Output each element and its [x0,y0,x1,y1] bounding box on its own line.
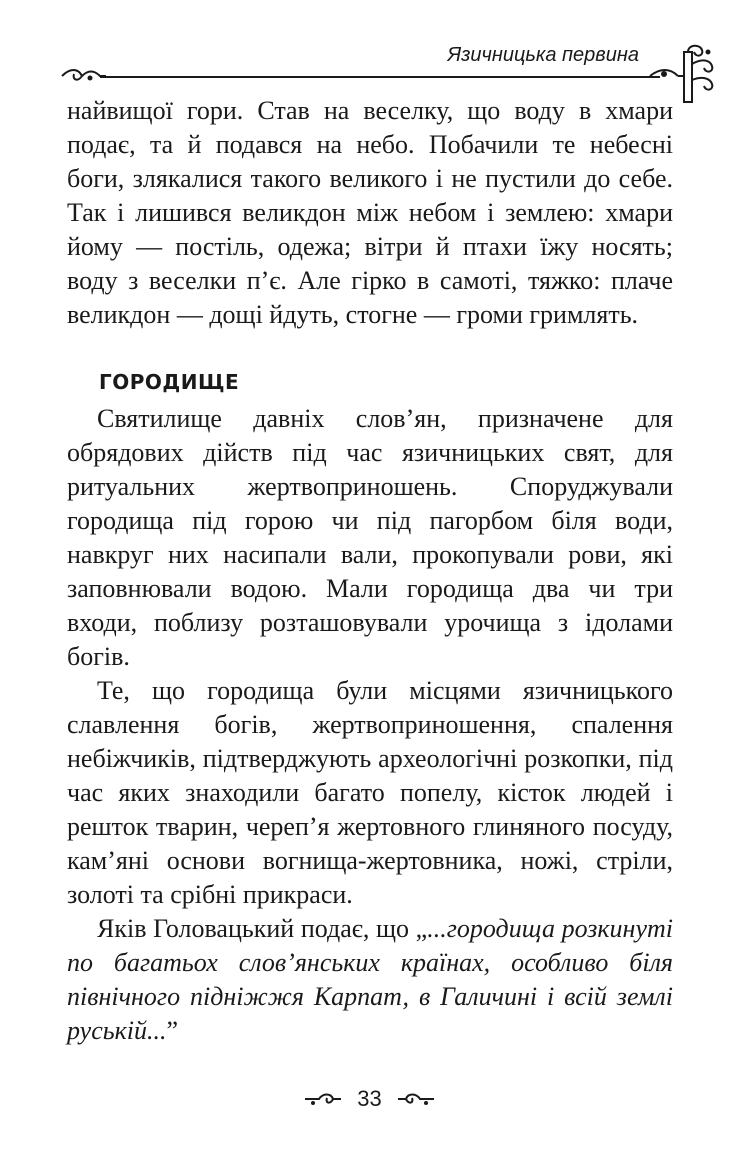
header-rule [100,76,660,78]
footer-left-ornament-icon [303,1090,343,1108]
paragraph-quote [67,912,673,1048]
section-heading: ГОРОДИЩЕ [99,370,240,394]
quote-intro: Яків Головацький подає, що „ [97,914,428,943]
paragraph-definition: Святилище давніх слов’ян, призначене для обрядових дійств під час язичницьких свят, для ритуальних жертвоприношень. Споруджували городища під горою чи під пагорбом біля води, навкруг них насипали вали, прокопували рови, які заповнювали водою. Мали городища два чи три входи, поблизу розташовували урочища з ідолами богів. [67,404,673,671]
running-header-title: Язичницька первина [447,44,639,66]
footer-right-ornament-icon [396,1090,436,1108]
quote-close: ” [166,1016,179,1045]
paragraph-continuation: найвищої гори. Став на веселку, що воду в хмари подає, та й подався на небо. Побачили те небесні боги, злякалися такого великого і не пустили до себе. Так і лишився великдон між небом і землею: хмари йому — постіль, одежа; вітри й птахи їжу носять; воду з веселки п’є. Але гірко в самоті, тяжко: плаче великдон — дощі йдуть, стогне — громи гримлять. [67,96,673,329]
left-flourish-ornament-icon [60,64,108,88]
quote-text: ...городища розкинуті по багатьох слов’янських країнах, особливо біля північного підніжжя Карпат, в Галичині і всій землі руській... [67,914,673,1045]
page-number: 33 [357,1086,382,1111]
page-body [67,94,673,1048]
paragraph-evidence: Те, що городища були місцями язичницького славлення богів, жертвоприношення, спалення небіжчиків, підтверджують археологічні розкопки, під час яких знаходили багато попелу, кісток людей і решток тварин, череп’я жертовного глиняного посуду, кам’яні основи вогнища-жертовника, ножі, стріли, золоті та срібні прикраси. [67,676,673,909]
page-footer [0,1086,739,1112]
